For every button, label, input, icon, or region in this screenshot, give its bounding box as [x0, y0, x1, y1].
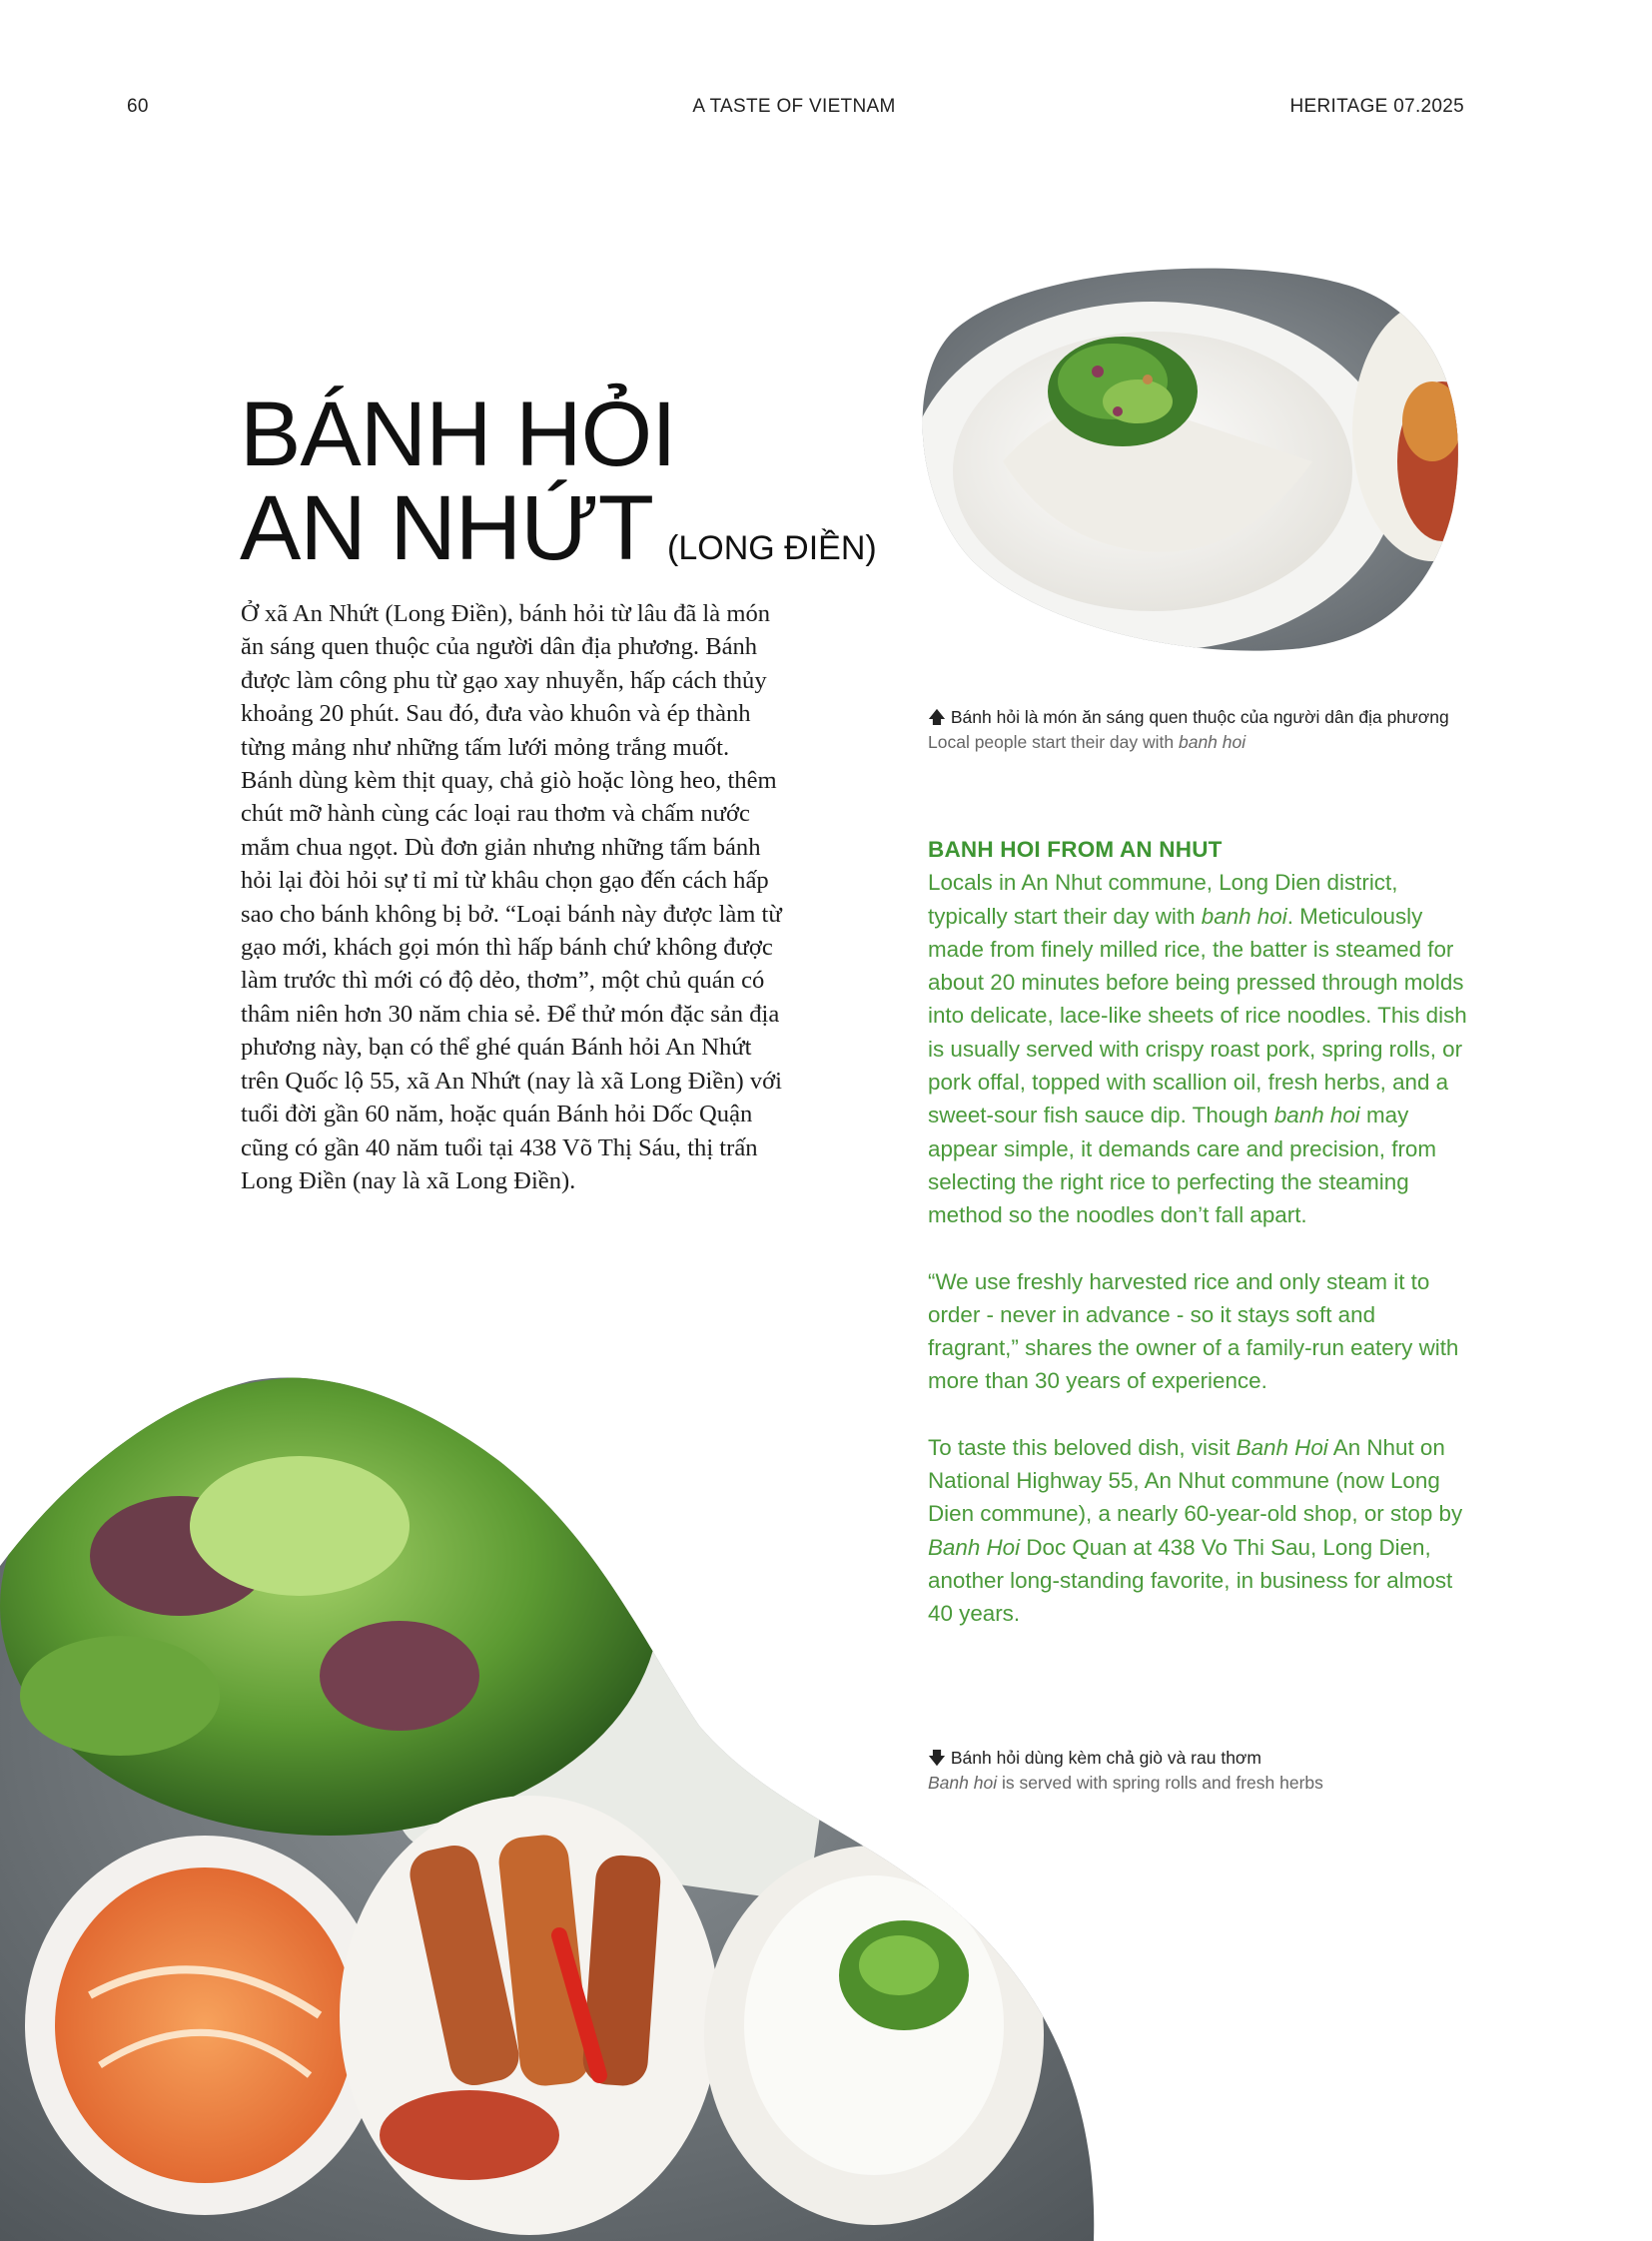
caption-bottom-vi-text: Bánh hỏi dùng kèm chả giò và rau thơm	[950, 1748, 1261, 1768]
caption-top-vi	[928, 705, 1449, 730]
english-heading: BANH HOI FROM AN NHUT	[928, 837, 1223, 862]
arrow-up-icon: 🡅	[928, 707, 946, 727]
arrow-down-left-icon: 🡇	[928, 1748, 946, 1768]
article-title	[240, 383, 877, 595]
vietnamese-body-text: Ở xã An Nhứt (Long Điền), bánh hỏi từ lâu đã là món ăn sáng quen thuộc của người dân địa phương. Bánh được làm công phu từ gạo xay nhuyễn, hấp cách thủy khoảng 20 phút. Sau đó, đưa vào khuôn và ép thành từng mảng như những tấm lưới mỏng trắng muốt. Bánh dùng kèm thịt quay, chả giò hoặc lòng heo, thêm chút mỡ hành cùng các loại rau thơm và chấm nước mắm chua ngọt. Dù đơn giản nhưng những tấm bánh hỏi lại đòi hỏi sự tỉ mỉ từ khâu chọn gạo đến cách hấp sao cho bánh không bị bở. “Loại bánh này được làm từ gạo mới, khách gọi món thì hấp bánh chứ không được làm trước thì mới có độ dẻo, thơm”, một chủ quán có thâm niên hơn 30 năm chia sẻ. Để thử món đặc sản địa phương này, bạn có thể ghé quán Bánh hỏi An Nhứt trên Quốc lộ 55, xã An Nhứt (nay là xã Long Điền) với tuổi đời gần 60 năm, hoặc quán Bánh hỏi Dốc Quận cũng có gần 40 năm tuổi tại 438 Võ Thị Sáu, thị trấn Long Điền (nay là xã Long Điền).	[241, 600, 782, 1194]
p1-part-a: Locals in An Nhut commune, Long Dien district, typically start their day with	[928, 870, 1398, 929]
p3-italic-1: Banh Hoi	[1236, 1434, 1328, 1460]
caption-top-en-italic: banh hoi	[1178, 732, 1246, 752]
title-line-2: AN NHỨT	[240, 477, 654, 579]
p1-italic-1: banh hoi	[1201, 903, 1287, 929]
caption-bottom-en-italic: Banh hoi	[928, 1773, 998, 1793]
page-number: 60	[127, 96, 149, 117]
p3-part-b: An Nhut on National Highway 55, An Nhut commune (now Long Dien commune), a nearly 60-year-old shop, or stop by	[928, 1434, 1463, 1527]
p1-part-c: may appear simple, it demands care and precision, from selecting the right rice to perfecting the steaming method so the noodles don’t fall apart.	[928, 1103, 1437, 1228]
caption-top-en	[928, 730, 1449, 755]
caption-top-en-prefix: Local people start their day with	[928, 732, 1179, 752]
title-location: (LONG ĐIỀN)	[667, 529, 877, 567]
issue-label: HERITAGE 07.2025	[1289, 96, 1464, 117]
p3-italic-2: Banh Hoi	[928, 1534, 1021, 1560]
caption-bottom-en-suffix: is served with spring rolls and fresh herbs	[997, 1773, 1323, 1793]
caption-top-vi-text: Bánh hỏi là món ăn sáng quen thuộc của người dân địa phương	[950, 707, 1449, 727]
p3-part-c: Doc Quan at 438 Vo Thi Sau, Long Dien, another long-standing favorite, in business for almost 40 years.	[928, 1534, 1453, 1627]
english-paragraph-2: “We use freshly harvested rice and only steam it to order - never in advance - so it stays soft and fragrant,” shares the owner of a family-run eatery with more than 30 years of experience.	[928, 1268, 1459, 1394]
caption-top	[928, 705, 1449, 755]
english-paragraph-1	[928, 866, 1467, 1231]
p1-part-b: . Meticulously made from finely milled rice, the batter is steamed for about 20 minutes before being pressed through molds into delicate, lace-like sheets of rice noodles. This dish is usually served with crispy roast pork, spring rolls, or pork offal, topped with scallion oil, fresh herbs, and a sweet-sour fish sauce dip. Though	[928, 903, 1467, 1128]
title-line-1: BÁNH HỎI	[240, 383, 676, 485]
section-title: A TASTE OF VIETNAM	[692, 96, 896, 117]
banh-hoi-spread-photo	[0, 1376, 1099, 2241]
p1-italic-2: banh hoi	[1273, 1103, 1360, 1128]
banh-hoi-plate-photo	[913, 262, 1462, 653]
p3-part-a: To taste this beloved dish, visit	[928, 1434, 1237, 1460]
